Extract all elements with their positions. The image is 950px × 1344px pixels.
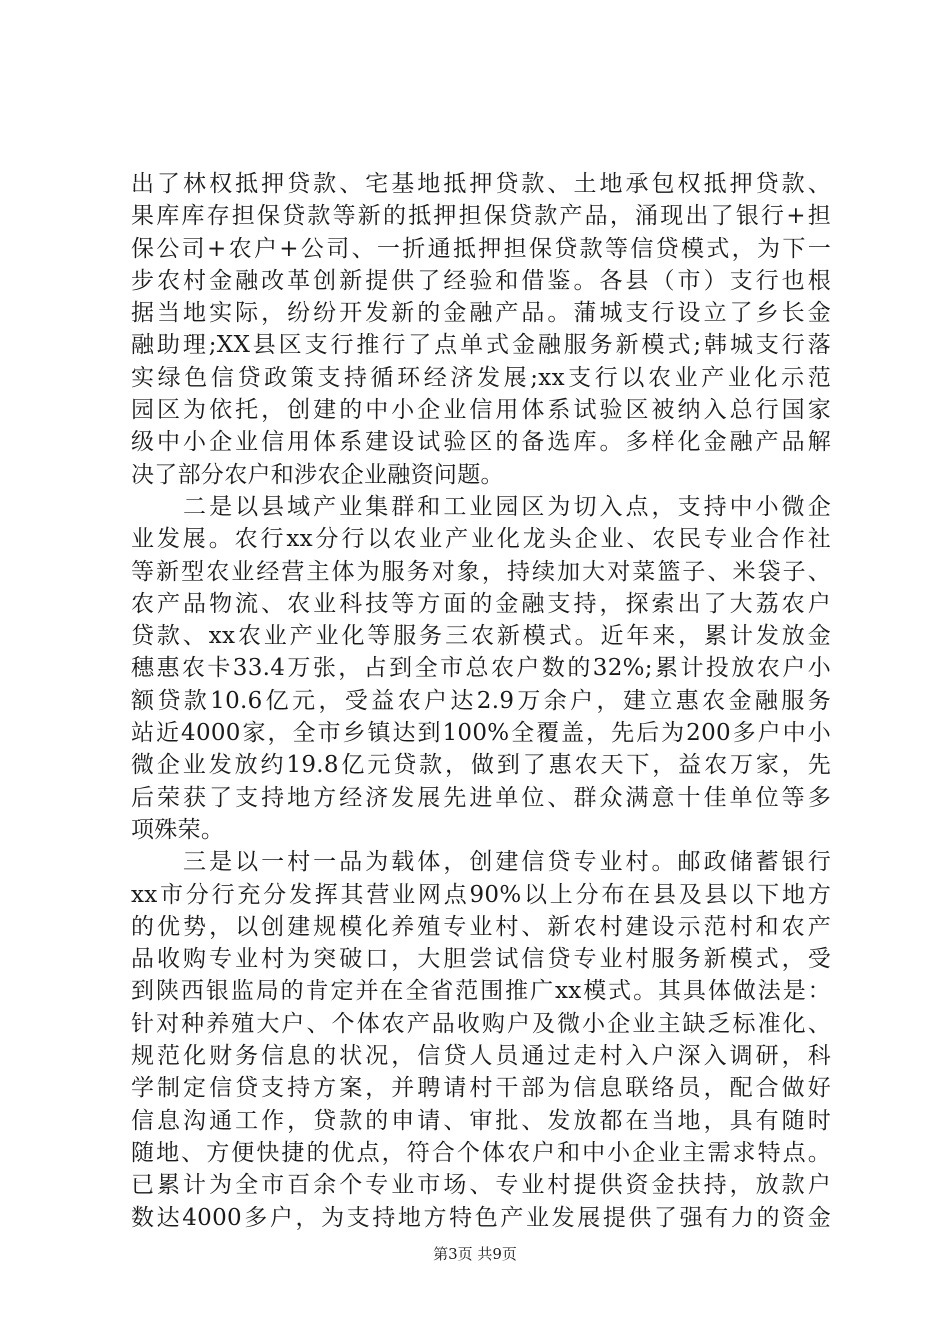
text-line: 业发展。农行xx分行以农业产业化龙头企业、农民专业合作社 <box>131 526 831 553</box>
text-line: 后荣获了支持地方经济发展先进单位、群众满意十佳单位等多 <box>131 784 831 811</box>
text-line: 随地、方便快捷的优点，符合个体农户和中小企业主需求特点。 <box>131 1139 831 1166</box>
page-footer: 第3页 共9页 <box>433 1245 517 1263</box>
text-line: 农产品物流、农业科技等方面的金融支持，探索出了大荔农户 <box>131 590 831 617</box>
text-line: 果库库存担保贷款等新的抵押担保贷款产品，涌现出了银行+担 <box>131 203 831 230</box>
text-line: 微企业发放约19.8亿元贷款，做到了惠农天下，益农万家，先 <box>131 752 831 779</box>
text-line: 信息沟通工作，贷款的申请、审批、发放都在当地，具有随时 <box>131 1107 831 1134</box>
text-line: 学制定信贷支持方案，并聘请村干部为信息联络员，配合做好 <box>131 1075 831 1102</box>
text-line: 保公司+农户+公司、一折通抵押担保贷款等信贷模式，为下一 <box>131 235 831 262</box>
text-line: 数达4000多户，为支持地方特色产业发展提供了强有力的资金 <box>131 1204 831 1231</box>
text-line: 品收购专业村为突破口，大胆尝试信贷专业村服务新模式，受 <box>131 946 831 973</box>
text-line: 实绿色信贷政策支持循环经济发展;xx支行以农业产业化示范 <box>131 364 831 391</box>
text-line: 步农村金融改革创新提供了经验和借鉴。各县（市）支行也根 <box>131 267 831 294</box>
text-line: 项殊荣。 <box>131 816 225 843</box>
text-line: 额贷款10.6亿元，受益农户达2.9万余户，建立惠农金融服务 <box>131 687 831 714</box>
text-line: 出了林权抵押贷款、宅基地抵押贷款、土地承包权抵押贷款、 <box>131 171 831 197</box>
text-line: 已累计为全市百余个专业市场、专业村提供资金扶持，放款户 <box>131 1172 831 1199</box>
text-line: 三是以一村一品为载体，创建信贷专业村。邮政储蓄银行 <box>131 849 831 876</box>
body-text <box>131 168 831 1234</box>
text-line: 二是以县域产业集群和工业园区为切入点，支持中小微企 <box>131 493 831 520</box>
text-line: 园区为依托，创建的中小企业信用体系试验区被纳入总行国家 <box>131 397 831 424</box>
text-line: 决了部分农户和涉农企业融资问题。 <box>131 461 504 488</box>
text-line: 融助理;XX县区支行推行了点单式金融服务新模式;韩城支行落 <box>131 332 831 359</box>
text-line: 级中小企业信用体系建设试验区的备选库。多样化金融产品解 <box>131 429 831 456</box>
text-line: 贷款、xx农业产业化等服务三农新模式。近年来，累计发放金 <box>131 623 831 650</box>
text-line: 到陕西银监局的肯定并在全省范围推广xx模式。其具体做法是： <box>131 978 831 1005</box>
text-line: 针对种养殖大户、个体农产品收购户及微小企业主缺乏标准化、 <box>131 1010 831 1037</box>
text-line: 规范化财务信息的状况，信贷人员通过走村入户深入调研，科 <box>131 1043 831 1070</box>
text-line: 穗惠农卡33.4万张，占到全市总农户数的32%;累计投放农户小 <box>131 655 831 682</box>
text-line: xx市分行充分发挥其营业网点90%以上分布在县及县以下地方 <box>131 881 831 908</box>
text-line: 站近4000家，全市乡镇达到100%全覆盖，先后为200多户中小 <box>131 720 831 747</box>
text-line: 的优势，以创建规模化养殖专业村、新农村建设示范村和农产 <box>131 913 831 940</box>
text-line: 据当地实际，纷纷开发新的金融产品。蒲城支行设立了乡长金 <box>131 300 831 327</box>
text-line: 等新型农业经营主体为服务对象，持续加大对菜篮子、米袋子、 <box>131 558 831 585</box>
